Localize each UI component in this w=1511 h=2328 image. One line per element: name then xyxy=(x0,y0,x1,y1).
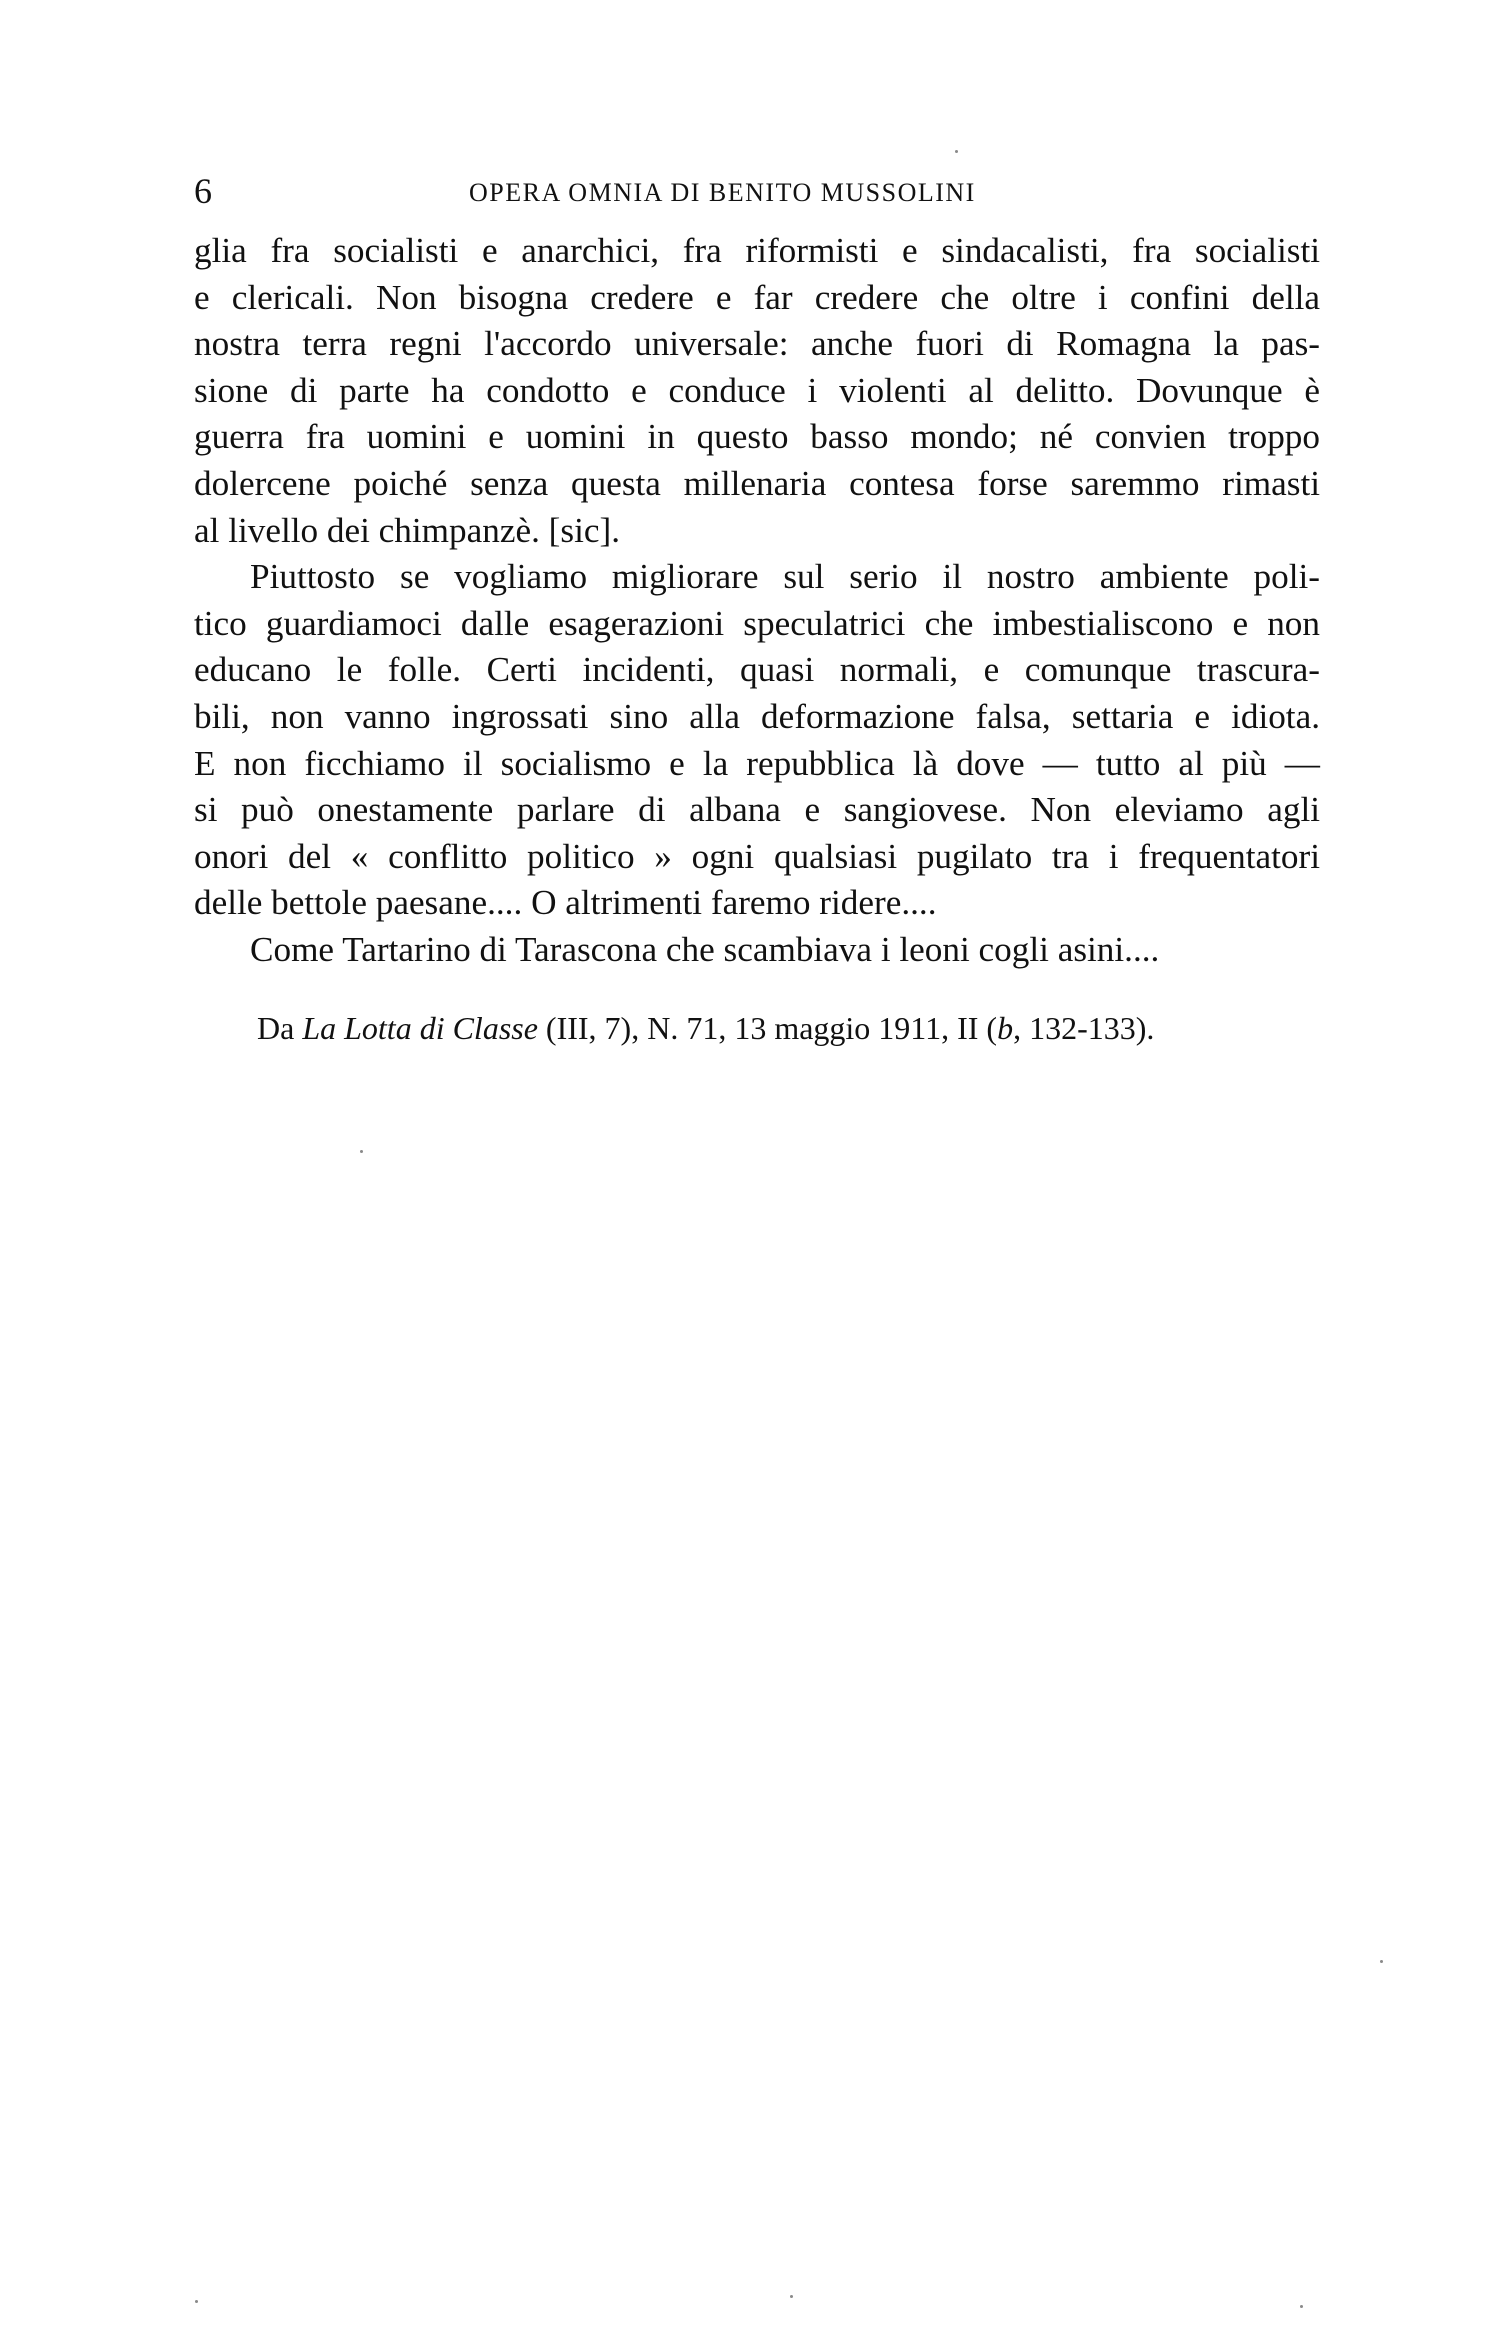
source-volume-letter: b xyxy=(997,1010,1014,1046)
body-text xyxy=(194,228,1320,974)
text-line: delle bettole paesane.... O altrimenti faremo ridere.... xyxy=(194,883,937,923)
scan-speck xyxy=(1380,1960,1383,1963)
scan-speck xyxy=(1300,2305,1303,2308)
source-publication: La Lotta di Classe xyxy=(302,1010,538,1046)
text-line: nostra terra regni l'accordo universale: anche fuori di Romagna la pas- xyxy=(194,324,1320,364)
text-line: E non ficchiamo il socialismo e la repubblica là dove — tutto al più — xyxy=(194,743,1320,783)
text-line: dolercene poiché senza questa millenaria contesa forse saremmo rimasti xyxy=(194,463,1320,503)
scan-speck xyxy=(955,150,958,153)
text-line: educano le folle. Certi incidenti, quasi normali, e comunque trascura- xyxy=(194,650,1320,690)
text-line: tico guardiamoci dalle esagerazioni speculatrici che imbestialiscono e non xyxy=(194,603,1320,643)
text-line: bili, non vanno ingrossati sino alla deformazione falsa, settaria e idiota. xyxy=(194,696,1320,736)
text-line: glia fra socialisti e anarchici, fra riformisti e sindacalisti, fra socialisti xyxy=(194,231,1320,270)
text-line: sione di parte ha condotto e conduce i violenti al delitto. Dovunque è xyxy=(194,370,1320,410)
scan-speck xyxy=(195,2300,198,2303)
source-pages: , 132-133). xyxy=(1013,1010,1155,1046)
running-title: OPERA OMNIA DI BENITO MUSSOLINI xyxy=(469,178,976,207)
scan-speck xyxy=(360,1150,363,1153)
page-number: 6 xyxy=(194,171,212,211)
text-line: si può onestamente parlare di albana e sangiovese. Non eleviamo agli xyxy=(194,790,1320,830)
page-header xyxy=(194,170,1304,210)
text-line: Piuttosto se vogliamo migliorare sul serio il nostro ambiente poli- xyxy=(250,557,1320,597)
scan-speck xyxy=(790,2295,793,2298)
text-line: al livello dei chimpanzè. [sic]. xyxy=(194,510,620,550)
text-line: guerra fra uomini e uomini in questo basso mondo; né convien troppo xyxy=(194,417,1320,457)
text-line: Come Tartarino di Tarascona che scambiava i leoni cogli asini.... xyxy=(250,929,1160,969)
source-details: (III, 7), N. 71, 13 maggio 1911, II ( xyxy=(545,1010,998,1046)
text-line: onori del « conflitto politico » ogni qualsiasi pugilato tra i frequentatori xyxy=(194,836,1320,876)
source-citation xyxy=(257,1010,1154,1047)
source-prefix: Da xyxy=(257,1010,295,1046)
text-line: e clericali. Non bisogna credere e far credere che oltre i confini della xyxy=(194,277,1320,317)
